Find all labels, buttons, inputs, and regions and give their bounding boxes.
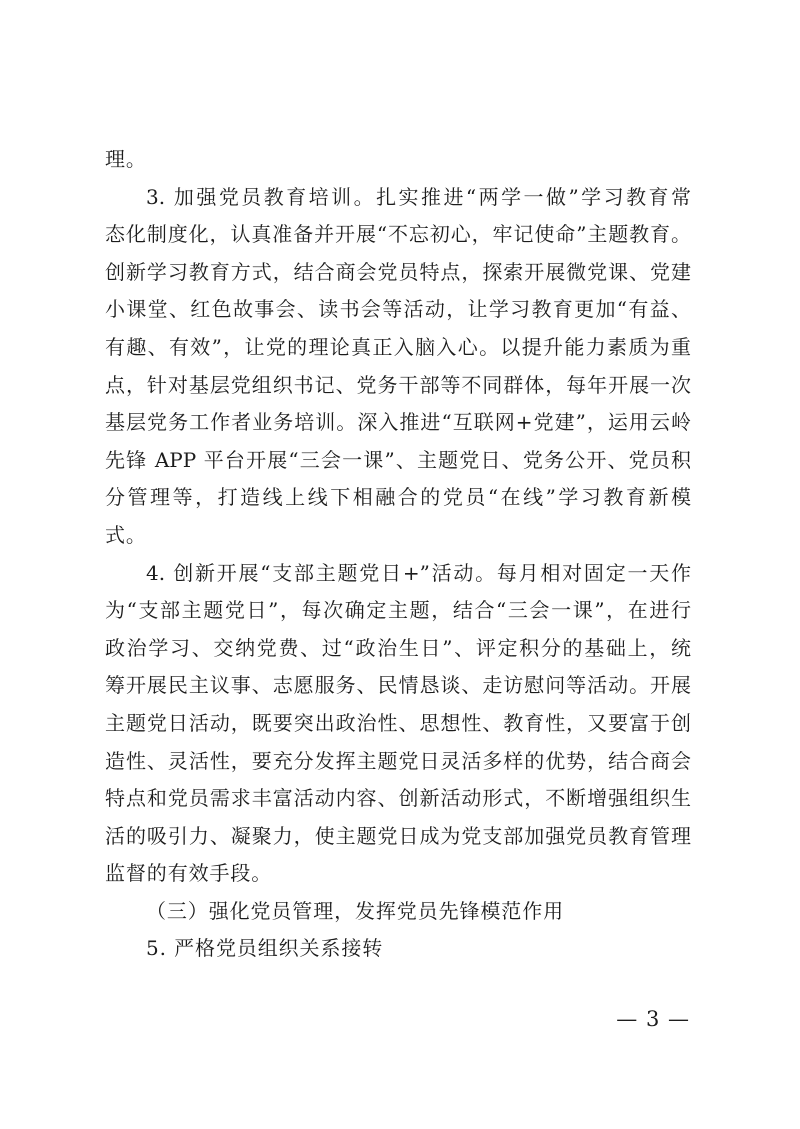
text-line: 3. 加强党员教育培训。扎实推进“两学一做”学习教育常 <box>146 184 691 209</box>
text-line: 活的吸引力、凝聚力，使主题党日成为党支部加强党员教育管理 <box>105 823 691 848</box>
text-line: 监督的有效手段。 <box>105 861 273 886</box>
text-line: 点，针对基层党组织书记、党务干部等不同群体，每年开展一次 <box>105 372 691 397</box>
paragraph-item-4 <box>105 555 691 893</box>
text-line: 创新学习教育方式，结合商会党员特点，探索开展微党课、党建 <box>105 259 691 284</box>
section-heading: （三）强化党员管理，发挥党员先锋模范作用 <box>146 898 564 923</box>
text-line: 态化制度化，认真准备并开展“不忘初心，牢记使命”主题教育。 <box>105 222 691 247</box>
text-line: 式。 <box>105 522 147 547</box>
text-line: 理。 <box>105 147 147 171</box>
text-line: 小课堂、红色故事会、读书会等活动，让学习教育更加“有益、 <box>105 297 691 322</box>
text-line: 分管理等，打造线上线下相融合的党员“在线”学习教育新模 <box>105 485 691 510</box>
paragraph-item-3 <box>105 179 691 555</box>
text-line: 政治学习、交纳党费、过“政治生日”、评定积分的基础上，统 <box>105 635 691 660</box>
subsection-heading-block <box>105 930 691 968</box>
subsection-heading: 5. 严格党员组织关系接转 <box>146 936 384 961</box>
text-line: 筹开展民主议事、志愿服务、民情恳谈、走访慰问等活动。开展 <box>105 673 691 698</box>
text-line: 有趣、有效”，让党的理论真正入脑入心。以提升能力素质为重 <box>105 334 691 359</box>
text-line: 先锋 APP 平台开展“三会一课”、主题党日、党务公开、党员积 <box>105 447 691 472</box>
text-line: 特点和党员需求丰富活动内容、创新活动形式，不断增强组织生 <box>105 786 691 811</box>
text-line: 主题党日活动，既要突出政治性、思想性、教育性，又要富于创 <box>105 710 691 735</box>
text-line: 4. 创新开展“支部主题党日+”活动。每月相对固定一天作 <box>146 560 691 585</box>
paragraph-continuation <box>105 141 691 179</box>
document-body <box>105 141 691 968</box>
text-line: 为“支部主题党日”，每次确定主题，结合“三会一课”，在进行 <box>105 598 691 623</box>
page-number: — 3 — <box>616 1007 690 1031</box>
section-heading-block <box>105 893 691 931</box>
text-line: 基层党务工作者业务培训。深入推进“互联网+党建”，运用云岭 <box>105 410 691 435</box>
text-line: 造性、灵活性，要充分发挥主题党日灵活多样的优势，结合商会 <box>105 748 691 773</box>
